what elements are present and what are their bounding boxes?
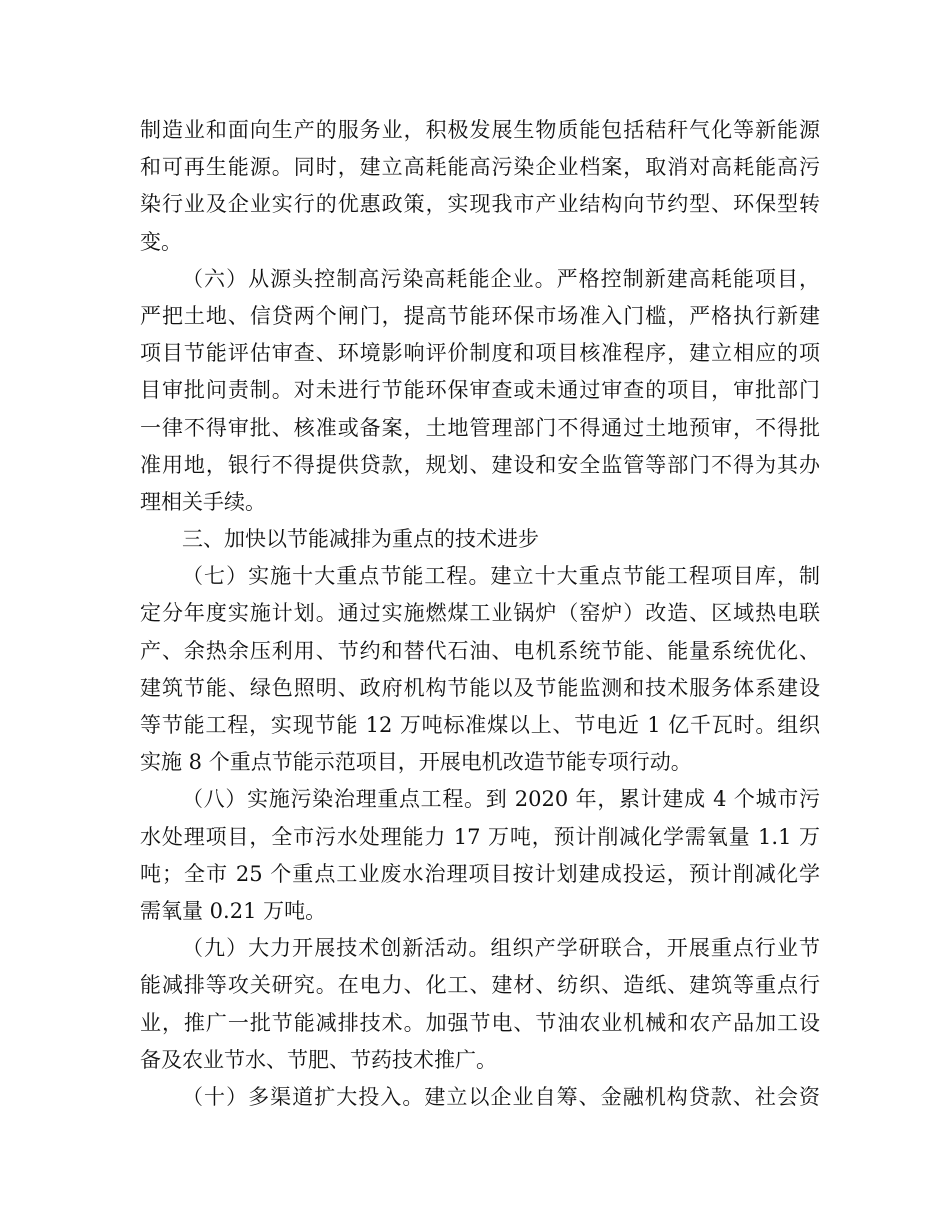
text-line: 建筑节能、绿色照明、政府机构节能以及节能监测和技术服务体系建设 bbox=[140, 675, 820, 700]
text-line: （七）实施十大重点节能工程。建立十大重点节能工程项目库，制 bbox=[182, 564, 820, 589]
text-line: 能减排等攻关研究。在电力、化工、建材、纺织、造纸、建筑等重点行 bbox=[140, 973, 820, 998]
text-line: （九）大力开展技术创新活动。组织产学研联合，开展重点行业节 bbox=[182, 936, 820, 961]
text-line: 准用地，银行不得提供贷款，规划、建设和安全监管等部门不得为其办 bbox=[140, 452, 820, 477]
text-line: （八）实施污染治理重点工程。到 2020 年，累计建成 4 个城市污 bbox=[182, 787, 820, 812]
text-line: 项目节能评估审查、环境影响评价制度和项目核准程序，建立相应的项 bbox=[140, 341, 820, 366]
document-body bbox=[140, 112, 820, 1116]
text-line: （十）多渠道扩大投入。建立以企业自筹、金融机构贷款、社会资 bbox=[182, 1084, 820, 1109]
text-line: 变。 bbox=[140, 229, 182, 254]
text-line: 一律不得审批、核准或备案，土地管理部门不得通过土地预审，不得批 bbox=[140, 415, 820, 440]
text-line: 理相关手续。 bbox=[140, 489, 266, 514]
text-line: 产、余热余压利用、节约和替代石油、电机系统节能、能量系统优化、 bbox=[140, 638, 820, 663]
text-line: 需氧量 0.21 万吨。 bbox=[140, 898, 327, 923]
text-line: 备及农业节水、节肥、节药技术推广。 bbox=[140, 1047, 497, 1072]
text-line: （六）从源头控制高污染高耗能企业。严格控制新建高耗能项目， bbox=[182, 266, 820, 291]
text-line: 业，推广一批节能减排技术。加强节电、节油农业机械和农产品加工设 bbox=[140, 1010, 820, 1035]
text-line: 目审批问责制。对未进行节能环保审查或未通过审查的项目，审批部门 bbox=[140, 378, 820, 403]
text-line: 和可再生能源。同时，建立高耗能高污染企业档案，取消对高耗能高污 bbox=[140, 155, 820, 180]
text-line: 水处理项目，全市污水处理能力 17 万吨，预计削减化学需氧量 1.1 万 bbox=[140, 824, 820, 849]
text-line: 定分年度实施计划。通过实施燃煤工业锅炉（窑炉）改造、区域热电联 bbox=[140, 601, 820, 626]
text-line: 吨；全市 25 个重点工业废水治理项目按计划建成投运，预计削减化学 bbox=[140, 861, 820, 886]
text-line: 染行业及企业实行的优惠政策，实现我市产业结构向节约型、环保型转 bbox=[140, 192, 820, 217]
text-line: 严把土地、信贷两个闸门，提高节能环保市场准入门槛，严格执行新建 bbox=[140, 303, 820, 328]
text-line: 制造业和面向生产的服务业，积极发展生物质能包括秸秆气化等新能源 bbox=[140, 118, 820, 142]
text-line: 实施 8 个重点节能示范项目，开展电机改造节能专项行动。 bbox=[140, 750, 692, 775]
text-line: 三、加快以节能减排为重点的技术进步 bbox=[182, 527, 539, 552]
text-line: 等节能工程，实现节能 12 万吨标准煤以上、节电近 1 亿千瓦时。组织 bbox=[140, 713, 820, 737]
